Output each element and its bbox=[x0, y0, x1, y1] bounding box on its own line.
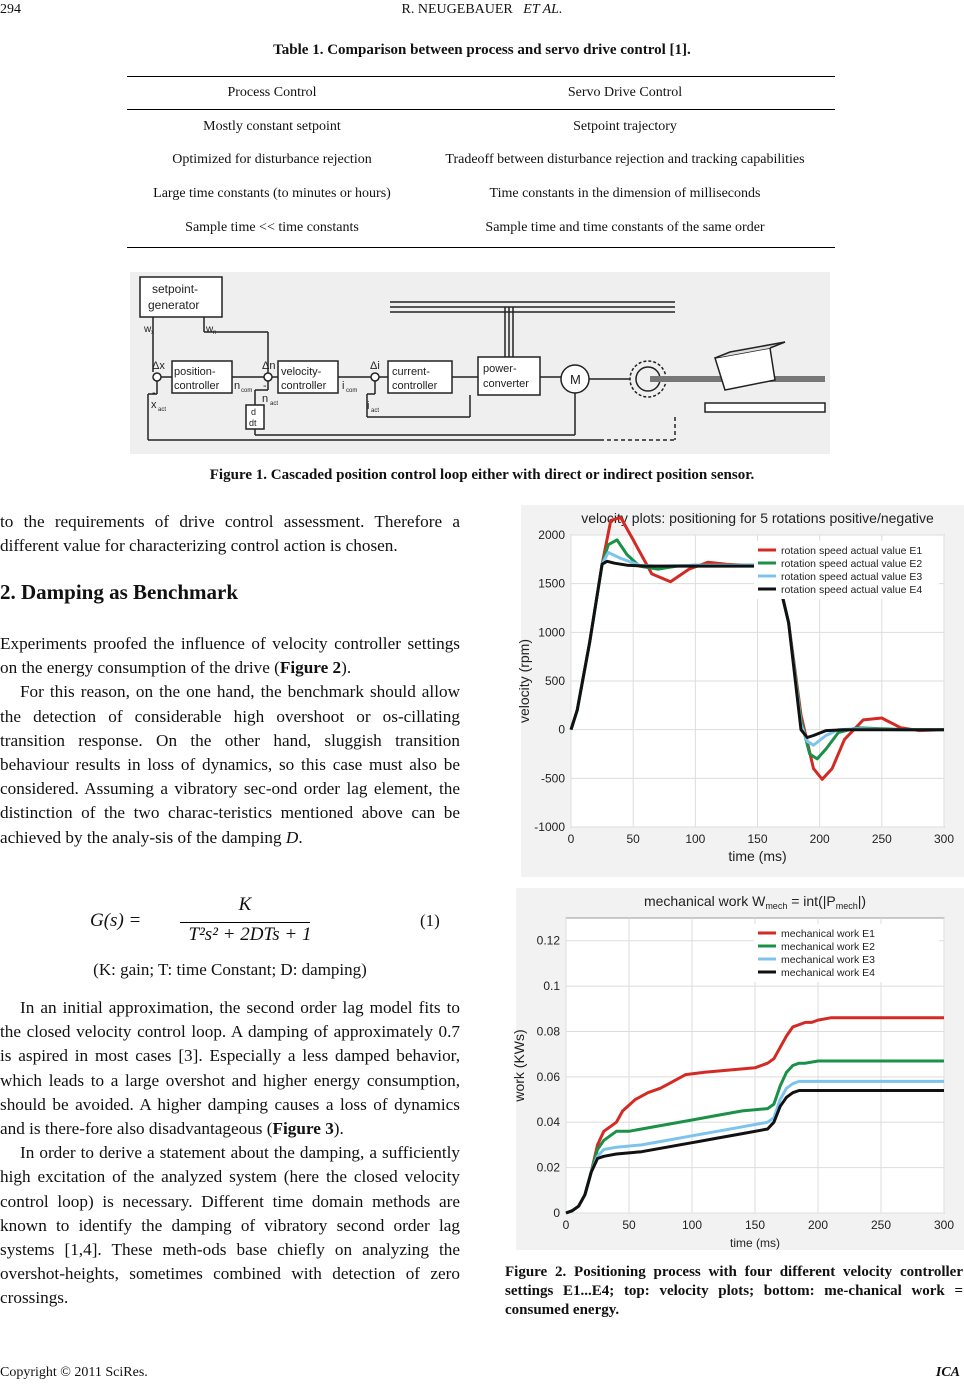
signal-icom-sub: com bbox=[346, 388, 358, 394]
table-header-cell: Process Control bbox=[227, 85, 317, 100]
running-title: R. NEUGEBAUER bbox=[401, 2, 513, 17]
y-tick-label: 0 bbox=[558, 722, 565, 737]
running-etal: ET AL. bbox=[523, 2, 563, 17]
y-axis-label: velocity (rpm) bbox=[516, 638, 532, 724]
signal-wx-sub: x bbox=[151, 330, 154, 336]
paragraph-intro bbox=[0, 510, 460, 558]
power-label-1: power- bbox=[483, 363, 517, 375]
paragraph-1 bbox=[0, 632, 460, 850]
table-bottom-rule bbox=[127, 247, 835, 248]
work-chart bbox=[496, 888, 964, 1250]
legend-label: rotation speed actual value E3 bbox=[781, 571, 923, 583]
fraction-bar bbox=[180, 922, 310, 923]
x-tick-label: 200 bbox=[807, 1218, 829, 1232]
y-tick-label: 1000 bbox=[538, 625, 565, 640]
x-tick-label: 100 bbox=[681, 1218, 703, 1232]
x-tick-label: 100 bbox=[685, 832, 706, 846]
signal-ncom: n bbox=[234, 380, 241, 392]
x-tick-label: 200 bbox=[809, 832, 830, 846]
x-tick-label: 250 bbox=[870, 1218, 892, 1232]
legend-label: mechanical work E4 bbox=[781, 967, 875, 979]
signal-dx: Δx bbox=[152, 360, 165, 372]
para3-end: ). bbox=[333, 1119, 344, 1139]
para2-end: . bbox=[298, 827, 303, 847]
y-tick-label: 0.06 bbox=[536, 1069, 560, 1084]
table-cell: Sample time << time constants bbox=[185, 220, 359, 235]
para1-text: Experiments proofed the influence of velocity controller settings on the energy consumption of the drive ( bbox=[0, 634, 460, 678]
table-cell: Mostly constant setpoint bbox=[203, 119, 341, 134]
y-tick-label: 0 bbox=[553, 1206, 560, 1220]
x-tick-label: 50 bbox=[626, 832, 640, 846]
legend-label: rotation speed actual value E2 bbox=[781, 558, 923, 570]
current-label-2: controller bbox=[392, 380, 438, 392]
x-tick-label: 50 bbox=[622, 1218, 636, 1232]
figure1-caption: Figure 1. Cascaded position control loop either with direct or indirect position sensor. bbox=[209, 467, 755, 483]
figure3-ref[interactable]: Figure 3 bbox=[272, 1119, 334, 1139]
velocity-chart bbox=[496, 505, 964, 880]
equation-number: (1) bbox=[420, 911, 440, 930]
y-tick-label: 0.08 bbox=[536, 1024, 560, 1039]
equation-lhs: G(s) = bbox=[90, 910, 142, 931]
chart-title: velocity plots: positioning for 5 rotations positive/negative bbox=[581, 510, 934, 526]
y-tick-label: 500 bbox=[544, 674, 565, 688]
table-header-cell: Servo Drive Control bbox=[567, 85, 683, 100]
signal-xact-sub: act bbox=[158, 407, 167, 413]
signal-nact: n bbox=[262, 393, 269, 405]
velocity-label-1: velocity- bbox=[281, 366, 322, 378]
y-axis-label: work (KWs) bbox=[511, 1029, 527, 1102]
table-caption: Table 1. Comparison between process and servo drive control [1]. bbox=[273, 42, 691, 58]
figure1-diagram bbox=[130, 272, 830, 454]
y-tick-label: 2000 bbox=[538, 528, 565, 542]
section-heading: 2. Damping as Benchmark bbox=[0, 580, 239, 604]
power-label-2: converter bbox=[483, 378, 529, 390]
position-label-1: position- bbox=[174, 366, 216, 378]
table-cell: Tradeoff between disturbance rejection and tracking capabilities bbox=[445, 152, 805, 167]
page-number: 294 bbox=[0, 2, 21, 17]
x-tick-label: 250 bbox=[871, 832, 892, 846]
table-cell: Optimized for disturbance rejection bbox=[172, 152, 372, 167]
deriv-label-2: dt bbox=[249, 418, 257, 428]
table-cell: Large time constants (to minutes or hours) bbox=[153, 186, 391, 201]
legend-label: mechanical work E1 bbox=[781, 928, 875, 940]
chart-title: mechanical work $W_{mech} = int(|P_{mech}|)$ bbox=[643, 893, 867, 911]
signal-wn-sub: n bbox=[213, 330, 217, 336]
table-cell: Setpoint trajectory bbox=[573, 119, 677, 134]
x-tick-label: 150 bbox=[747, 832, 768, 846]
deriv-label-1: d bbox=[251, 407, 257, 417]
minus-sign-2: - bbox=[263, 380, 267, 392]
paragraph-3 bbox=[0, 996, 460, 1311]
x-tick-label: 0 bbox=[562, 1218, 570, 1232]
x-axis-label: time (ms) bbox=[730, 1236, 780, 1250]
para1-end: ). bbox=[341, 658, 352, 678]
signal-nact-sub: act bbox=[270, 401, 279, 407]
copyright: Copyright © 2011 SciRes. bbox=[0, 1365, 148, 1380]
signal-icom: i bbox=[342, 380, 345, 392]
minus-sign-1: - bbox=[152, 387, 156, 399]
y-tick-label: 0.04 bbox=[536, 1115, 560, 1130]
para2-text: For this reason, on the one hand, the benchmark should allow the detection of considerable high overshoot or os-cillating transition response. On the other hand, sluggish transition behaviour results in loss of dynamics, so this case must also be considered. Assuming a vibratory sec-ond order lag element, the distinction of the two charac-teristics mentioned above can be achieved by the analy-sis of the damping bbox=[0, 682, 460, 847]
legend-label: mechanical work E3 bbox=[781, 954, 875, 966]
equation-numerator: K bbox=[238, 894, 252, 915]
position-label-2: controller bbox=[174, 380, 220, 392]
figure2-caption: Figure 2. Positioning process with four different velocity controller settings E1...E4; top: velocity plots; bottom: me-chanical work = consumed energy. bbox=[505, 1264, 963, 1318]
y-tick-label: -500 bbox=[540, 771, 565, 786]
y-tick-label: 1500 bbox=[538, 576, 565, 591]
x-tick-label: 150 bbox=[744, 1218, 766, 1232]
table-top-rule bbox=[127, 76, 835, 77]
legend-label: rotation speed actual value E1 bbox=[781, 545, 923, 557]
running-header bbox=[0, 2, 964, 18]
y-tick-label: 0.02 bbox=[536, 1160, 560, 1175]
journal-name: ICA bbox=[935, 1365, 960, 1380]
signal-iact: i bbox=[367, 400, 370, 412]
para3-text: In an initial approximation, the second order lag model fits to the closed velocity control loop. A damping of approximately 0.7 is aspired in most cases [3]. Especially a less damped behavior, which leads to a large overshot and higher energy consumption, should be avoided. A higher damping causes a loss of dynamics and is there-fore also disadvantageous ( bbox=[0, 998, 460, 1139]
velocity-label-2: controller bbox=[281, 380, 327, 392]
y-tick-label: -1000 bbox=[534, 820, 565, 834]
figure2-ref[interactable]: Figure 2 bbox=[279, 658, 342, 678]
signal-di: Δi bbox=[370, 360, 380, 372]
motor-label: M bbox=[570, 372, 581, 387]
signal-xact: x bbox=[151, 399, 157, 411]
table-cell: Time constants in the dimension of milliseconds bbox=[489, 186, 761, 201]
signal-wx: w bbox=[144, 324, 152, 335]
signal-iact-sub: act bbox=[371, 408, 380, 414]
signal-ncom-sub: com bbox=[241, 388, 253, 394]
setpoint-label-2: generator bbox=[148, 298, 200, 312]
legend-label: mechanical work E2 bbox=[781, 941, 875, 953]
current-label-1: current- bbox=[392, 366, 430, 378]
signal-dn: Δn bbox=[262, 360, 276, 372]
table-header-rule bbox=[127, 109, 835, 110]
y-tick-label: 0.12 bbox=[536, 933, 560, 948]
x-tick-label: 300 bbox=[933, 832, 955, 846]
para4-text: In order to derive a statement about the damping, a sufficiently high excitation of the analyzed system (here the closed velocity control loop) is necessary. Different time domain methods are known to identify the damping of vibratory second order lag systems [1,4]. These meth-ods base chiefly on analyzing the overshot-heights, sometimes combined with detection of zero crossings. bbox=[0, 1143, 460, 1308]
signal-wn: w bbox=[206, 324, 214, 335]
x-axis-label: time (ms) bbox=[728, 848, 787, 864]
equation-note: (K: gain; T: time Constant; D: damping) bbox=[93, 960, 367, 979]
x-tick-label: 0 bbox=[567, 832, 575, 846]
legend-label: rotation speed actual value E4 bbox=[781, 584, 923, 596]
x-tick-label: 300 bbox=[933, 1218, 955, 1232]
setpoint-label-1: setpoint- bbox=[152, 282, 199, 296]
damping-var: D bbox=[285, 827, 299, 847]
table-cell: Sample time and time constants of the same order bbox=[485, 220, 765, 235]
para0-text: to the requirements of drive control assessment. Therefore a different value for characterizing control action is chosen. bbox=[0, 512, 460, 556]
y-tick-label: 0.1 bbox=[543, 979, 560, 994]
equation-denominator: T²s² + 2DTs + 1 bbox=[188, 924, 312, 945]
minus-sign-3: - bbox=[370, 388, 374, 400]
